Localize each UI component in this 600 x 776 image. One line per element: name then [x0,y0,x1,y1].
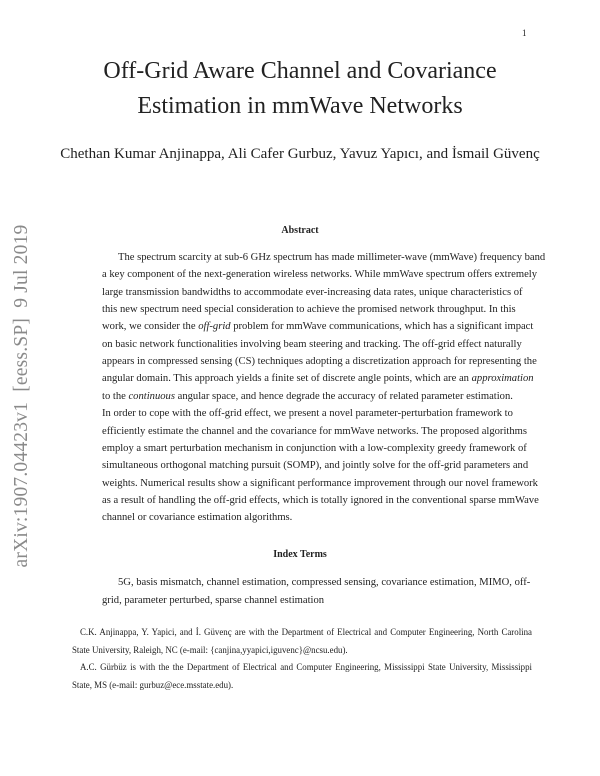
index-terms-line: 5G, basis mismatch, channel estimation, compressed sensing, covariance estimation, MIMO, off- [118,577,531,588]
text-segment: angular space, and hence degrade the accuracy of related parameter estimation. [174,390,513,402]
text-segment: a key component of the next-generation wireless networks. While mmWave spectrum offers extremely [102,269,538,281]
abstract-heading: Abstract [281,225,319,236]
footnote-line: State, MS (e-mail: gurbuz@ece.msstate.edu). [72,680,234,690]
author-list: Chethan Kumar Anjinappa, Ali Cafer Gurbuz, Yavuz Yapıcı, and İsmail Güvenç [60,146,540,162]
abstract-line [102,390,513,403]
abstract-line [102,494,539,507]
abstract-line [102,442,527,455]
arxiv-stamp: arXiv:1907.04423v1 [eess.SP] 9 Jul 2019 [11,224,32,568]
abstract-line [118,251,546,264]
abstract-line [102,511,510,524]
abstract-line [102,477,538,490]
abstract-line [102,320,534,333]
abstract-line [102,286,523,299]
abstract-line [102,459,529,472]
abstract-line [102,407,513,420]
text-segment: work, we consider the [102,321,199,333]
emphasized-text: continuous [128,390,175,402]
text-segment: large transmission bandwidths to accommodate ever-increasing data rates, unique characteristics of [102,286,523,298]
text-segment: channel or covariance estimation algorithms. [102,512,293,524]
text-segment: efficiently estimate the channel and the covariance for mmWave networks. The proposed algorithms [102,425,528,437]
text-segment: to the [102,390,129,402]
text-segment: employ a smart perturbation mechanism in conjunction with a low-complexity greedy framework of [102,442,527,454]
abstract-line [102,355,537,368]
text-segment: In order to cope with the off-grid effect, we present a novel parameter-perturbation framework to [102,408,513,420]
abstract-line [102,303,516,316]
text-segment: this new spectrum need special consideration to achieve the promised network throughput. In this [102,304,516,316]
paper-title-line-1: Off-Grid Aware Channel and Covariance [103,58,497,84]
text-segment: appears in compressed sensing (CS) techniques adopting a discretization approach for representing the [102,356,537,368]
emphasized-text: approximation [471,373,534,385]
text-segment: angular domain. This approach yields a finite set of discrete angle points, which are an [102,373,472,385]
text-segment: problem for mmWave communications, which has a significant impact [230,321,534,333]
text-segment: simultaneous orthogonal matching pursuit (SOMP), and jointly solve for the off-grid parameters and [102,460,529,472]
text-segment: The spectrum scarcity at sub-6 GHz spectrum has made millimeter-wave (mmWave) frequency band [118,252,546,263]
text-segment: on basic network functionalities involving beam steering and tracking. The off-grid effect naturally [102,338,522,350]
index-terms-line: grid, parameter perturbed, sparse channel estimation [102,595,325,606]
abstract-line [102,268,538,281]
text-segment: weights. Numerical results show a significant performance improvement through our novel framework [102,477,538,489]
footnote-line: A.C. Gürbüz is with the the Department of Electrical and Computer Engineering, Mississippi State University, Mississippi [80,662,532,672]
text-segment: as a result of handling the off-grid effects, which is totally ignored in the conventional sparse mmWave [102,494,539,506]
footnote-line: State University, Raleigh, NC (e-mail: {canjina,yyapici,iguvenc}@ncsu.edu). [72,645,348,655]
abstract-line [102,425,528,438]
abstract-line [102,372,534,385]
index-terms-heading: Index Terms [273,549,327,560]
emphasized-text: off-grid [198,321,231,333]
paper-title-line-2: Estimation in mmWave Networks [137,93,463,119]
footnote-line: C.K. Anjinappa, Y. Yapici, and İ. Güvenç are with the Department of Electrical and Computer Engineering, North Carolina [80,627,532,637]
abstract-line [102,338,522,351]
page-number: 1 [522,28,527,38]
